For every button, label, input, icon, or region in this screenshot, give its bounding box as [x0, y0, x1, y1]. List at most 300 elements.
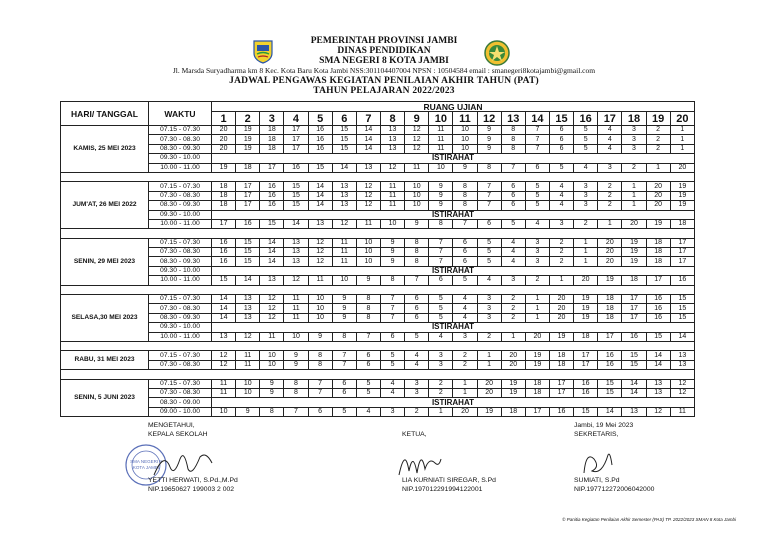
supervisor-cell: 18 [525, 379, 549, 388]
supervisor-cell: 8 [501, 144, 525, 153]
day-label: SELASA,30 MEI 2023 [61, 295, 149, 342]
supervisor-cell: 20 [212, 126, 236, 135]
supervisor-cell: 12 [356, 201, 380, 210]
supervisor-cell: 12 [308, 238, 332, 247]
break-cell: ISTIRAHAT [212, 210, 695, 219]
supervisor-cell: 9 [332, 304, 356, 313]
time-slot: 07.30 - 08.30 [149, 248, 212, 257]
supervisor-cell: 4 [405, 351, 429, 360]
time-slot: 07.15 - 07.30 [149, 238, 212, 247]
supervisor-cell: 16 [549, 407, 573, 416]
room-number-header: 5 [308, 112, 332, 126]
supervisor-cell: 11 [429, 126, 453, 135]
supervisor-cell: 8 [501, 126, 525, 135]
supervisor-cell: 7 [525, 126, 549, 135]
supervisor-cell: 1 [670, 144, 694, 153]
supervisor-cell: 9 [260, 388, 284, 397]
supervisor-cell: 4 [501, 248, 525, 257]
supervisor-cell: 20 [670, 163, 694, 172]
sig-right-nip: NIP.197712272006042000 [574, 486, 655, 493]
supervisor-cell: 1 [622, 182, 646, 191]
room-number-header: 20 [670, 112, 694, 126]
supervisor-cell: 7 [429, 257, 453, 266]
supervisor-cell: 1 [453, 388, 477, 397]
supervisor-cell: 1 [477, 360, 501, 369]
time-slot: 10.00 - 11.00 [149, 163, 212, 172]
supervisor-cell: 4 [525, 219, 549, 228]
supervisor-cell: 20 [646, 182, 670, 191]
table-row [61, 135, 695, 144]
supervisor-cell: 10 [356, 257, 380, 266]
supervisor-cell: 9 [477, 144, 501, 153]
table-row [61, 154, 695, 163]
supervisor-cell: 1 [501, 332, 525, 341]
supervisor-cell: 13 [622, 407, 646, 416]
sig-middle-name: LIA KURNIATI SIREGAR, S.Pd [402, 477, 496, 484]
room-number-header: 4 [284, 112, 308, 126]
supervisor-cell: 1 [622, 191, 646, 200]
supervisor-cell: 9 [284, 360, 308, 369]
time-slot: 07.15 - 07.30 [149, 379, 212, 388]
supervisor-cell: 5 [380, 360, 404, 369]
supervisor-cell: 7 [477, 191, 501, 200]
supervisor-cell: 20 [501, 360, 525, 369]
supervisor-cell: 12 [260, 304, 284, 313]
supervisor-cell: 6 [405, 295, 429, 304]
supervisor-cell: 6 [356, 360, 380, 369]
supervisor-cell: 19 [574, 313, 598, 322]
footnote: © Panitia Kegiatan Penilaian Akhir Semester (PAS) TP. 2022/2023 SMAN 8 Kota Jambi [562, 517, 736, 522]
time-slot: 10.00 - 11.00 [149, 219, 212, 228]
supervisor-cell: 10 [308, 304, 332, 313]
supervisor-cell: 14 [212, 304, 236, 313]
supervisor-cell: 16 [212, 238, 236, 247]
time-slot: 08.30 - 09.30 [149, 313, 212, 322]
supervisor-cell: 12 [332, 219, 356, 228]
supervisor-cell: 12 [356, 191, 380, 200]
supervisor-cell: 11 [405, 163, 429, 172]
supervisor-cell: 11 [236, 360, 260, 369]
supervisor-cell: 16 [646, 313, 670, 322]
supervisor-cell: 5 [380, 351, 404, 360]
day-label: KAMIS, 25 MEI 2023 [61, 126, 149, 173]
table-row [61, 182, 695, 191]
supervisor-cell: 17 [622, 295, 646, 304]
supervisor-cell: 13 [646, 379, 670, 388]
supervisor-cell: 19 [236, 126, 260, 135]
supervisor-cell: 2 [646, 135, 670, 144]
supervisor-cell: 9 [236, 407, 260, 416]
supervisor-cell: 15 [670, 295, 694, 304]
supervisor-cell: 16 [284, 163, 308, 172]
letterhead-address: Jl. Marsda Suryadharma km 8 Kec. Kota Baru Kota Jambi NSS:301104407004 NPSN : 10504584 email : smanegeri8kotajambi@gmail.com [172, 66, 596, 75]
supervisor-cell: 16 [646, 295, 670, 304]
supervisor-cell: 2 [501, 304, 525, 313]
table-row [61, 219, 695, 228]
day-label: JUM'AT, 26 MEI 2022 [61, 182, 149, 229]
supervisor-cell: 6 [549, 135, 573, 144]
supervisor-cell: 5 [453, 276, 477, 285]
letterhead-line-2: DINAS PENDIDIKAN [337, 46, 431, 56]
supervisor-cell: 12 [212, 360, 236, 369]
supervisor-cell: 7 [429, 238, 453, 247]
supervisor-cell: 15 [622, 360, 646, 369]
supervisor-cell: 2 [549, 257, 573, 266]
supervisor-cell: 20 [622, 219, 646, 228]
supervisor-cell: 2 [405, 407, 429, 416]
sig-left-nip: NIP.19650627 199003 2 002 [148, 486, 235, 493]
sig-right-date: Jambi, 19 Mei 2023 [574, 422, 634, 429]
room-number-header: 8 [380, 112, 404, 126]
supervisor-cell: 18 [549, 360, 573, 369]
time-slot: 07.30 - 08.30 [149, 304, 212, 313]
supervisor-cell: 11 [670, 407, 694, 416]
supervisor-cell: 10 [212, 407, 236, 416]
signature-chair [402, 430, 427, 439]
supervisor-cell: 17 [236, 201, 260, 210]
supervisor-cell: 8 [260, 407, 284, 416]
table-row [61, 379, 695, 388]
signature-principal [148, 421, 208, 439]
supervisor-cell: 9 [260, 379, 284, 388]
supervisor-cell: 1 [670, 126, 694, 135]
supervisor-cell: 1 [525, 304, 549, 313]
supervisor-cell: 8 [308, 360, 332, 369]
table-row [61, 360, 695, 369]
supervisor-cell: 5 [356, 388, 380, 397]
day-separator-cell [61, 341, 695, 350]
supervisor-cell: 1 [477, 351, 501, 360]
supervisor-cell: 17 [670, 238, 694, 247]
supervisor-cell: 11 [284, 313, 308, 322]
supervisor-cell: 7 [477, 201, 501, 210]
supervisor-cell: 5 [574, 126, 598, 135]
supervisor-cell: 19 [549, 332, 573, 341]
supervisor-cell: 20 [549, 313, 573, 322]
supervisor-cell: 13 [380, 144, 404, 153]
supervisor-cell: 18 [574, 332, 598, 341]
time-slot: 08.30 - 09.30 [149, 257, 212, 266]
supervisor-cell: 9 [332, 313, 356, 322]
supervisor-cell: 4 [549, 201, 573, 210]
supervisor-cell: 6 [380, 332, 404, 341]
supervisor-cell: 9 [429, 191, 453, 200]
supervisor-cell: 5 [525, 182, 549, 191]
table-row [61, 398, 695, 407]
supervisor-cell: 15 [622, 351, 646, 360]
secretary-signature-icon [578, 447, 618, 479]
supervisor-cell: 2 [574, 219, 598, 228]
supervisor-cell: 18 [260, 144, 284, 153]
supervisor-cell: 3 [574, 201, 598, 210]
supervisor-cell: 17 [212, 219, 236, 228]
supervisor-cell: 17 [236, 182, 260, 191]
supervisor-cell: 4 [598, 135, 622, 144]
supervisor-cell: 18 [260, 135, 284, 144]
supervisor-cell: 13 [356, 163, 380, 172]
time-slot: 08.30 - 09.30 [149, 201, 212, 210]
supervisor-cell: 3 [574, 191, 598, 200]
supervisor-cell: 13 [284, 238, 308, 247]
supervisor-cell: 20 [477, 379, 501, 388]
break-cell: ISTIRAHAT [212, 154, 695, 163]
supervisor-cell: 9 [453, 163, 477, 172]
room-number-header: 10 [429, 112, 453, 126]
supervisor-cell: 8 [380, 276, 404, 285]
supervisor-cell: 16 [670, 276, 694, 285]
table-row [61, 313, 695, 322]
supervisor-cell: 19 [646, 219, 670, 228]
time-slot: 07.30 - 08.30 [149, 360, 212, 369]
supervisor-cell: 13 [236, 304, 260, 313]
supervisor-cell: 7 [453, 219, 477, 228]
supervisor-cell: 13 [380, 135, 404, 144]
supervisor-cell: 14 [212, 313, 236, 322]
room-number-header: 6 [332, 112, 356, 126]
supervisor-cell: 6 [549, 126, 573, 135]
supervisor-cell: 19 [574, 295, 598, 304]
day-label: SENIN, 29 MEI 2023 [61, 238, 149, 285]
supervisor-cell: 19 [622, 248, 646, 257]
supervisor-cell: 15 [212, 276, 236, 285]
supervisor-cell: 14 [260, 248, 284, 257]
break-cell: ISTIRAHAT [212, 398, 695, 407]
supervisor-cell: 3 [501, 276, 525, 285]
supervisor-cell: 12 [308, 248, 332, 257]
supervisor-cell: 16 [646, 304, 670, 313]
supervisor-cell: 18 [212, 191, 236, 200]
sig-middle-line1: KETUA, [402, 431, 427, 438]
supervisor-cell: 12 [405, 126, 429, 135]
supervisor-cell: 19 [501, 379, 525, 388]
supervisor-cell: 4 [356, 407, 380, 416]
supervisor-cell: 9 [380, 248, 404, 257]
letterhead-line-3: SMA NEGERI 8 KOTA JAMBI [319, 56, 449, 66]
supervisor-cell: 6 [308, 407, 332, 416]
supervisor-cell: 2 [598, 201, 622, 210]
supervisor-cell: 6 [453, 238, 477, 247]
table-row [61, 210, 695, 219]
break-cell: ISTIRAHAT [212, 266, 695, 275]
supervisor-cell: 14 [598, 407, 622, 416]
supervisor-cell: 10 [236, 388, 260, 397]
supervisor-cell: 13 [646, 388, 670, 397]
supervisor-cell: 8 [453, 191, 477, 200]
supervisor-cell: 16 [260, 201, 284, 210]
supervisor-cell: 3 [477, 313, 501, 322]
supervisor-cell: 14 [646, 351, 670, 360]
supervisor-cell: 9 [477, 135, 501, 144]
supervisor-cell: 10 [429, 163, 453, 172]
supervisor-cell: 11 [429, 135, 453, 144]
supervisor-cell: 13 [236, 295, 260, 304]
supervisor-cell: 16 [308, 144, 332, 153]
supervisor-cell: 17 [622, 313, 646, 322]
sig-left-line2: KEPALA SEKOLAH [148, 431, 208, 438]
supervisor-cell: 17 [670, 257, 694, 266]
supervisor-cell: 5 [574, 144, 598, 153]
supervisor-cell: 19 [501, 388, 525, 397]
supervisor-cell: 15 [236, 257, 260, 266]
supervisor-cell: 5 [356, 379, 380, 388]
supervisor-cell: 20 [453, 407, 477, 416]
supervisor-cell: 2 [646, 126, 670, 135]
table-row [61, 144, 695, 153]
supervisor-cell: 8 [356, 304, 380, 313]
supervisor-cell: 14 [308, 191, 332, 200]
supervisor-cell: 15 [574, 407, 598, 416]
supervisor-cell: 7 [308, 379, 332, 388]
supervisor-cell: 9 [284, 351, 308, 360]
supervisor-cell: 7 [332, 351, 356, 360]
supervisor-cell: 5 [477, 248, 501, 257]
supervisor-cell: 6 [453, 257, 477, 266]
supervisor-cell: 15 [670, 304, 694, 313]
signature-secretary [574, 421, 633, 439]
supervisor-cell: 1 [525, 295, 549, 304]
supervisor-cell: 17 [598, 332, 622, 341]
supervisor-cell: 4 [549, 191, 573, 200]
supervisor-cell: 14 [622, 379, 646, 388]
supervisor-cell: 16 [212, 257, 236, 266]
supervisor-cell: 7 [429, 248, 453, 257]
supervisor-cell: 3 [622, 126, 646, 135]
day-separator-cell [61, 370, 695, 379]
supervisor-cell: 10 [405, 201, 429, 210]
supervisor-cell: 3 [525, 257, 549, 266]
supervisor-cell: 3 [525, 238, 549, 247]
supervisor-cell: 15 [670, 313, 694, 322]
supervisor-cell: 4 [380, 379, 404, 388]
time-slot: 10.00 - 11.00 [149, 332, 212, 341]
supervisor-cell: 19 [622, 257, 646, 266]
supervisor-cell: 10 [332, 276, 356, 285]
supervisor-cell: 19 [670, 191, 694, 200]
supervisor-cell: 20 [549, 295, 573, 304]
room-number-header: 11 [453, 112, 477, 126]
day-label: SENIN, 5 JUNI 2023 [61, 379, 149, 417]
supervisor-cell: 14 [356, 144, 380, 153]
supervisor-cell: 15 [598, 388, 622, 397]
supervisor-cell: 16 [236, 219, 260, 228]
supervisor-cell: 4 [598, 126, 622, 135]
table-row [61, 163, 695, 172]
supervisor-cell: 12 [308, 257, 332, 266]
supervisor-cell: 13 [332, 191, 356, 200]
supervisor-cell: 1 [549, 276, 573, 285]
supervisor-cell: 16 [598, 360, 622, 369]
supervisor-cell: 2 [646, 144, 670, 153]
table-row [61, 201, 695, 210]
supervisor-cell: 17 [574, 351, 598, 360]
supervisor-cell: 16 [308, 135, 332, 144]
supervisor-cell: 9 [380, 257, 404, 266]
room-number-header: 18 [622, 112, 646, 126]
sig-middle-nip: NIP.197012291994122001 [402, 486, 483, 493]
supervisor-cell: 7 [525, 144, 549, 153]
supervisor-cell: 14 [646, 360, 670, 369]
supervisor-cell: 20 [501, 351, 525, 360]
supervisor-cell: 10 [453, 144, 477, 153]
svg-text:KOTA JAMBI: KOTA JAMBI [132, 465, 160, 470]
supervisor-cell: 17 [284, 135, 308, 144]
supervisor-cell: 15 [332, 144, 356, 153]
day-separator-cell [61, 172, 695, 181]
letterhead [0, 36, 768, 96]
supervisor-cell: 8 [501, 135, 525, 144]
time-slot: 07.15 - 07.30 [149, 182, 212, 191]
supervisor-cell: 5 [501, 219, 525, 228]
supervisor-cell: 8 [405, 248, 429, 257]
supervisor-cell: 19 [670, 201, 694, 210]
supervisor-cell: 12 [212, 351, 236, 360]
supervisor-cell: 14 [308, 201, 332, 210]
supervisor-cell: 19 [622, 238, 646, 247]
time-slot: 09.30 - 10.00 [149, 210, 212, 219]
supervisor-cell: 11 [260, 332, 284, 341]
supervisor-cell: 18 [260, 126, 284, 135]
supervisor-cell: 20 [212, 144, 236, 153]
supervisor-cell: 1 [525, 313, 549, 322]
signature-principal-name [148, 476, 238, 494]
supervisor-cell: 13 [212, 332, 236, 341]
time-slot: 07.30 - 08.30 [149, 388, 212, 397]
time-slot: 08.30 - 09.30 [149, 144, 212, 153]
supervisor-cell: 9 [429, 201, 453, 210]
supervisor-cell: 4 [598, 144, 622, 153]
supervisor-cell: 12 [646, 407, 670, 416]
room-number-header: 7 [356, 112, 380, 126]
supervisor-cell: 14 [670, 332, 694, 341]
supervisor-cell: 5 [405, 332, 429, 341]
supervisor-cell: 20 [646, 201, 670, 210]
supervisor-cell: 8 [453, 182, 477, 191]
day-separator [61, 341, 695, 350]
supervisor-cell: 14 [356, 135, 380, 144]
supervisor-cell: 14 [622, 388, 646, 397]
supervisor-cell: 11 [380, 182, 404, 191]
supervisor-cell: 8 [453, 201, 477, 210]
room-number-header: 15 [549, 112, 573, 126]
supervisor-cell: 13 [670, 360, 694, 369]
supervisor-cell: 11 [212, 379, 236, 388]
supervisor-cell: 13 [284, 248, 308, 257]
supervisor-cell: 10 [284, 332, 308, 341]
supervisor-cell: 10 [453, 126, 477, 135]
supervisor-cell: 1 [574, 248, 598, 257]
supervisor-cell: 17 [574, 360, 598, 369]
document-title: JADWAL PENGAWAS KEGIATAN PENILAIAN AKHIR TAHUN (PAT) [229, 76, 539, 86]
supervisor-cell: 2 [549, 248, 573, 257]
supervisor-cell: 8 [429, 219, 453, 228]
supervisor-cell: 4 [380, 388, 404, 397]
supervisor-cell: 11 [429, 144, 453, 153]
supervisor-cell: 11 [356, 219, 380, 228]
day-separator [61, 229, 695, 238]
supervisor-cell: 8 [405, 238, 429, 247]
supervisor-cell: 4 [453, 313, 477, 322]
supervisor-cell: 17 [549, 388, 573, 397]
supervisor-cell: 9 [429, 182, 453, 191]
letterhead-line-1: PEMERINTAH PROVINSI JAMBI [310, 36, 458, 46]
supervisor-cell: 2 [549, 238, 573, 247]
supervisor-cell: 14 [236, 276, 260, 285]
supervisor-cell: 16 [574, 388, 598, 397]
supervisor-cell: 18 [212, 182, 236, 191]
supervisor-cell: 8 [405, 257, 429, 266]
supervisor-cell: 9 [332, 295, 356, 304]
supervisor-cell: 3 [622, 135, 646, 144]
